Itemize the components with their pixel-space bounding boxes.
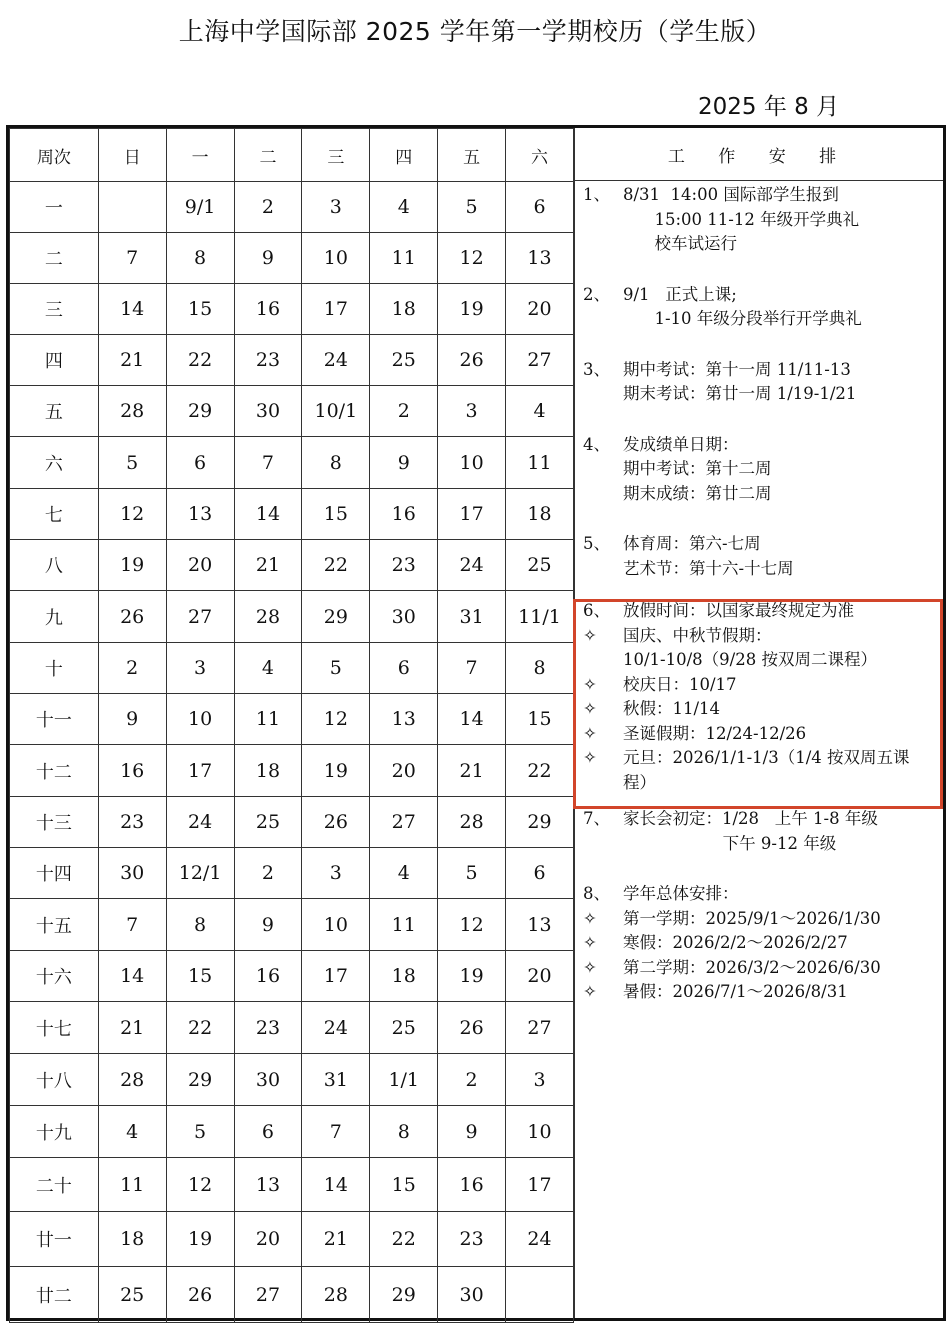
bullet-item bbox=[583, 673, 943, 698]
day-cell: 27 bbox=[506, 335, 574, 386]
day-cell: 20 bbox=[506, 951, 574, 1002]
note-line: 校车试运行 bbox=[623, 234, 737, 253]
day-cell: 24 bbox=[302, 335, 370, 386]
day-cell: 25 bbox=[370, 335, 438, 386]
sparkle-bullet-icon: ✧ bbox=[583, 748, 597, 767]
week-number: 六 bbox=[10, 437, 99, 489]
note-line: 秋假：11/14 bbox=[623, 699, 721, 718]
day-cell: 29 bbox=[166, 386, 234, 437]
day-cell: 4 bbox=[370, 182, 438, 233]
week-number: 十八 bbox=[10, 1054, 99, 1106]
day-cell: 26 bbox=[98, 591, 166, 643]
day-cell: 10 bbox=[166, 694, 234, 745]
note-line: 寒假：2026/2/2～2026/2/27 bbox=[623, 933, 848, 952]
day-cell: 10/1 bbox=[302, 386, 370, 437]
note-line: 期中考试：第十二周 bbox=[623, 459, 772, 478]
day-cell: 3 bbox=[438, 386, 506, 437]
item-number: 5、 bbox=[583, 534, 610, 553]
day-cell: 13 bbox=[166, 489, 234, 540]
day-cell: 27 bbox=[166, 591, 234, 643]
week-row bbox=[10, 437, 574, 489]
day-cell: 8 bbox=[166, 233, 234, 284]
day-cell: 5 bbox=[302, 643, 370, 694]
week-number: 十 bbox=[10, 643, 99, 694]
bullet-item bbox=[583, 722, 943, 747]
day-cell: 16 bbox=[370, 489, 438, 540]
week-number: 十六 bbox=[10, 951, 99, 1002]
day-cell: 11 bbox=[370, 899, 438, 951]
day-cell: 19 bbox=[438, 951, 506, 1002]
bullet-item bbox=[583, 931, 943, 956]
day-cell: 14 bbox=[98, 951, 166, 1002]
day-cell: 10 bbox=[438, 437, 506, 489]
day-cell: 12 bbox=[98, 489, 166, 540]
week-row bbox=[10, 1054, 574, 1106]
day-cell: 30 bbox=[234, 1054, 302, 1106]
day-cell: 2 bbox=[438, 1054, 506, 1106]
numbered-item bbox=[583, 433, 943, 507]
note-line: 第二学期：2026/3/2～2026/6/30 bbox=[623, 957, 881, 977]
note-line: 元旦：2026/1/1-1/3（1/4 按双周五课 bbox=[623, 748, 910, 767]
week-number: 九 bbox=[10, 591, 99, 643]
day-cell: 23 bbox=[234, 1002, 302, 1054]
day-cell: 8 bbox=[370, 1106, 438, 1158]
day-cell: 19 bbox=[438, 284, 506, 335]
day-cell: 17 bbox=[302, 951, 370, 1002]
day-cell: 2 bbox=[234, 182, 302, 233]
day-cell: 20 bbox=[234, 1212, 302, 1267]
day-cell: 5 bbox=[98, 437, 166, 489]
day-cell: 12 bbox=[166, 1158, 234, 1212]
day-cell: 3 bbox=[302, 848, 370, 899]
day-cell: 4 bbox=[234, 643, 302, 694]
header-day-wed: 三 bbox=[302, 129, 370, 182]
week-row bbox=[10, 233, 574, 284]
week-number: 十三 bbox=[10, 797, 99, 848]
day-cell: 14 bbox=[302, 1158, 370, 1212]
sparkle-bullet-icon: ✧ bbox=[583, 723, 597, 743]
day-cell: 2 bbox=[370, 386, 438, 437]
day-cell: 11 bbox=[234, 694, 302, 745]
note-line: 1-10 年级分段举行开学典礼 bbox=[623, 309, 862, 328]
note-line: 圣诞假期：12/24-12/26 bbox=[623, 723, 807, 743]
header-week: 周次 bbox=[10, 129, 99, 182]
spacer bbox=[575, 795, 943, 807]
bullet-item bbox=[583, 907, 943, 932]
day-cell: 12 bbox=[438, 899, 506, 951]
week-row bbox=[10, 745, 574, 797]
header-day-thu: 四 bbox=[370, 129, 438, 182]
numbered-item bbox=[583, 183, 943, 257]
header-day-mon: 一 bbox=[166, 129, 234, 182]
day-cell: 23 bbox=[234, 335, 302, 386]
week-row bbox=[10, 797, 574, 848]
day-cell: 18 bbox=[234, 745, 302, 797]
day-cell: 28 bbox=[234, 591, 302, 643]
day-cell: 21 bbox=[438, 745, 506, 797]
day-cell: 8 bbox=[302, 437, 370, 489]
day-cell bbox=[98, 182, 166, 233]
day-cell: 10 bbox=[302, 233, 370, 284]
day-cell: 28 bbox=[302, 1267, 370, 1323]
week-row bbox=[10, 1002, 574, 1054]
day-cell: 14 bbox=[98, 284, 166, 335]
week-row bbox=[10, 284, 574, 335]
bullet-item bbox=[583, 624, 943, 673]
day-cell: 28 bbox=[98, 386, 166, 437]
day-cell: 30 bbox=[234, 386, 302, 437]
day-cell: 29 bbox=[370, 1267, 438, 1323]
day-cell: 15 bbox=[370, 1158, 438, 1212]
bullet-item bbox=[583, 980, 943, 1005]
day-cell: 11 bbox=[506, 437, 574, 489]
day-cell: 29 bbox=[302, 591, 370, 643]
day-cell: 14 bbox=[234, 489, 302, 540]
item-number: 3、 bbox=[583, 359, 610, 379]
note-line: 学年总体安排： bbox=[623, 884, 739, 903]
day-cell: 25 bbox=[370, 1002, 438, 1054]
week-row bbox=[10, 951, 574, 1002]
week-row bbox=[10, 182, 574, 233]
day-cell: 15 bbox=[506, 694, 574, 745]
day-cell: 16 bbox=[98, 745, 166, 797]
day-cell: 18 bbox=[370, 951, 438, 1002]
day-cell: 21 bbox=[98, 335, 166, 386]
day-cell: 4 bbox=[370, 848, 438, 899]
day-cell: 7 bbox=[302, 1106, 370, 1158]
sparkle-bullet-icon: ✧ bbox=[583, 908, 597, 928]
day-cell: 7 bbox=[98, 233, 166, 284]
day-cell: 23 bbox=[438, 1212, 506, 1267]
day-cell: 27 bbox=[234, 1267, 302, 1323]
bullet-item bbox=[583, 697, 943, 722]
week-number: 十九 bbox=[10, 1106, 99, 1158]
numbered-item bbox=[583, 807, 943, 856]
calendar-table bbox=[6, 125, 946, 1321]
day-cell: 3 bbox=[302, 182, 370, 233]
day-cell: 8 bbox=[506, 643, 574, 694]
day-cell: 20 bbox=[370, 745, 438, 797]
day-cell: 19 bbox=[302, 745, 370, 797]
day-cell: 7 bbox=[98, 899, 166, 951]
day-cell: 3 bbox=[506, 1054, 574, 1106]
day-cell: 16 bbox=[234, 951, 302, 1002]
sparkle-bullet-icon: ✧ bbox=[583, 625, 597, 645]
day-cell: 4 bbox=[98, 1106, 166, 1158]
day-cell: 28 bbox=[438, 797, 506, 848]
week-number: 二 bbox=[10, 233, 99, 284]
day-cell: 13 bbox=[506, 233, 574, 284]
week-number: 八 bbox=[10, 540, 99, 591]
week-number: 十四 bbox=[10, 848, 99, 899]
day-cell: 19 bbox=[98, 540, 166, 591]
note-line: 8/31 14:00 国际部学生报到 bbox=[623, 185, 839, 204]
day-cell: 2 bbox=[98, 643, 166, 694]
item-number: 6、 bbox=[583, 601, 610, 620]
note-line: 发成绩单日期： bbox=[623, 434, 739, 454]
day-cell: 3 bbox=[166, 643, 234, 694]
page-title: 上海中学国际部 2025 学年第一学期校历（学生版） bbox=[178, 17, 772, 46]
day-cell: 23 bbox=[98, 797, 166, 848]
week-row bbox=[10, 643, 574, 694]
day-cell: 11/1 bbox=[506, 591, 574, 643]
day-cell: 17 bbox=[438, 489, 506, 540]
day-cell: 26 bbox=[438, 335, 506, 386]
header-day-sat: 六 bbox=[506, 129, 574, 182]
header-row bbox=[10, 129, 574, 182]
day-cell: 5 bbox=[166, 1106, 234, 1158]
spacer bbox=[575, 506, 943, 532]
numbered-item bbox=[583, 882, 943, 907]
notes-header: 工 作 安 排 bbox=[575, 128, 943, 181]
day-cell: 15 bbox=[166, 951, 234, 1002]
day-cell: 24 bbox=[438, 540, 506, 591]
day-cell: 1/1 bbox=[370, 1054, 438, 1106]
sparkle-bullet-icon: ✧ bbox=[583, 699, 597, 718]
week-row bbox=[10, 1158, 574, 1212]
day-cell: 6 bbox=[506, 848, 574, 899]
item-number: 4、 bbox=[583, 434, 610, 454]
bullet-item bbox=[583, 746, 943, 795]
numbered-item bbox=[583, 358, 943, 407]
note-line: 放假时间：以国家最终规定为准 bbox=[623, 601, 854, 620]
day-cell: 22 bbox=[302, 540, 370, 591]
item-number: 2、 bbox=[583, 284, 610, 304]
week-number: 五 bbox=[10, 386, 99, 437]
day-cell: 18 bbox=[98, 1212, 166, 1267]
day-cell: 30 bbox=[98, 848, 166, 899]
day-cell: 10 bbox=[506, 1106, 574, 1158]
header-day-sun: 日 bbox=[98, 129, 166, 182]
day-cell: 16 bbox=[438, 1158, 506, 1212]
day-cell: 22 bbox=[370, 1212, 438, 1267]
day-cell: 29 bbox=[506, 797, 574, 848]
day-cell: 22 bbox=[166, 1002, 234, 1054]
spacer bbox=[575, 407, 943, 433]
day-cell: 9/1 bbox=[166, 182, 234, 233]
day-cell: 5 bbox=[438, 182, 506, 233]
week-number: 十二 bbox=[10, 745, 99, 797]
note-line: 期末考试：第廿一周 1/19-1/21 bbox=[623, 384, 857, 403]
note-line: 程） bbox=[623, 772, 656, 792]
week-number: 三 bbox=[10, 284, 99, 335]
note-line: 下午 9-12 年级 bbox=[623, 833, 837, 853]
week-row bbox=[10, 694, 574, 745]
numbered-item bbox=[583, 283, 943, 332]
day-cell: 25 bbox=[506, 540, 574, 591]
week-number: 二十 bbox=[10, 1158, 99, 1212]
week-row bbox=[10, 386, 574, 437]
day-cell: 18 bbox=[506, 489, 574, 540]
day-cell: 11 bbox=[370, 233, 438, 284]
day-cell: 25 bbox=[98, 1267, 166, 1323]
day-cell: 25 bbox=[234, 797, 302, 848]
note-line: 校庆日：10/17 bbox=[623, 674, 737, 694]
day-cell: 30 bbox=[438, 1267, 506, 1323]
spacer bbox=[575, 257, 943, 283]
item-number: 8、 bbox=[583, 884, 610, 903]
note-line: 艺术节：第十六-十七周 bbox=[623, 558, 794, 578]
week-number: 七 bbox=[10, 489, 99, 540]
note-line: 体育周：第六-七周 bbox=[623, 534, 761, 553]
note-line: 9/1 正式上课; bbox=[623, 284, 737, 304]
week-row bbox=[10, 1106, 574, 1158]
sparkle-bullet-icon: ✧ bbox=[583, 933, 597, 952]
week-row bbox=[10, 489, 574, 540]
note-line: 暑假：2026/7/1～2026/8/31 bbox=[623, 982, 848, 1001]
day-cell: 13 bbox=[234, 1158, 302, 1212]
note-line: 家长会初定：1/28 上午 1-8 年级 bbox=[623, 809, 878, 828]
day-cell: 15 bbox=[166, 284, 234, 335]
day-cell: 26 bbox=[438, 1002, 506, 1054]
spacer bbox=[575, 856, 943, 882]
day-cell: 9 bbox=[438, 1106, 506, 1158]
week-row bbox=[10, 591, 574, 643]
numbered-item bbox=[583, 599, 943, 624]
day-cell: 21 bbox=[98, 1002, 166, 1054]
notes-list bbox=[575, 181, 943, 1005]
note-line: 期末成绩：第廿二周 bbox=[623, 483, 772, 503]
day-cell: 5 bbox=[438, 848, 506, 899]
day-cell: 17 bbox=[506, 1158, 574, 1212]
day-cell: 31 bbox=[438, 591, 506, 643]
day-cell: 15 bbox=[302, 489, 370, 540]
note-line: 国庆、中秋节假期： bbox=[623, 625, 772, 645]
week-number: 十一 bbox=[10, 694, 99, 745]
week-number: 一 bbox=[10, 182, 99, 233]
week-number: 十五 bbox=[10, 899, 99, 951]
numbered-item bbox=[583, 532, 943, 581]
week-number: 廿一 bbox=[10, 1212, 99, 1267]
day-cell: 9 bbox=[370, 437, 438, 489]
day-cell: 9 bbox=[98, 694, 166, 745]
day-cell: 7 bbox=[438, 643, 506, 694]
day-cell: 10 bbox=[302, 899, 370, 951]
sparkle-bullet-icon: ✧ bbox=[583, 982, 597, 1001]
day-cell: 6 bbox=[506, 182, 574, 233]
week-row bbox=[10, 848, 574, 899]
item-number: 1、 bbox=[583, 185, 610, 204]
day-cell: 26 bbox=[302, 797, 370, 848]
day-cell: 16 bbox=[234, 284, 302, 335]
week-grid bbox=[9, 128, 574, 1323]
sparkle-bullet-icon: ✧ bbox=[583, 957, 597, 977]
week-number: 十七 bbox=[10, 1002, 99, 1054]
week-row bbox=[10, 1212, 574, 1267]
day-cell: 22 bbox=[506, 745, 574, 797]
sparkle-bullet-icon: ✧ bbox=[583, 674, 597, 694]
week-row bbox=[10, 540, 574, 591]
note-line: 第一学期：2025/9/1～2026/1/30 bbox=[623, 908, 881, 928]
day-cell: 6 bbox=[234, 1106, 302, 1158]
note-line: 期中考试：第十一周 11/11-13 bbox=[623, 359, 851, 379]
day-cell: 31 bbox=[302, 1054, 370, 1106]
day-cell: 21 bbox=[234, 540, 302, 591]
bullet-item bbox=[583, 956, 943, 981]
day-cell: 2 bbox=[234, 848, 302, 899]
day-cell: 27 bbox=[370, 797, 438, 848]
day-cell: 20 bbox=[506, 284, 574, 335]
day-cell: 8 bbox=[166, 899, 234, 951]
day-cell: 4 bbox=[506, 386, 574, 437]
day-cell: 28 bbox=[98, 1054, 166, 1106]
day-cell: 30 bbox=[370, 591, 438, 643]
day-cell: 6 bbox=[166, 437, 234, 489]
day-cell: 26 bbox=[166, 1267, 234, 1323]
week-row bbox=[10, 335, 574, 386]
week-number: 四 bbox=[10, 335, 99, 386]
week-row bbox=[10, 899, 574, 951]
week-number: 廿二 bbox=[10, 1267, 99, 1323]
day-cell: 11 bbox=[98, 1158, 166, 1212]
day-cell bbox=[506, 1267, 574, 1323]
day-cell: 20 bbox=[166, 540, 234, 591]
header-day-fri: 五 bbox=[438, 129, 506, 182]
day-cell: 18 bbox=[370, 284, 438, 335]
day-cell: 13 bbox=[506, 899, 574, 951]
day-cell: 19 bbox=[166, 1212, 234, 1267]
day-cell: 12/1 bbox=[166, 848, 234, 899]
day-cell: 14 bbox=[438, 694, 506, 745]
day-cell: 22 bbox=[166, 335, 234, 386]
month-label: 2025 年 8 月 bbox=[698, 94, 840, 120]
header-day-tue: 二 bbox=[234, 129, 302, 182]
day-cell: 12 bbox=[438, 233, 506, 284]
day-cell: 13 bbox=[370, 694, 438, 745]
day-cell: 6 bbox=[370, 643, 438, 694]
note-line: 10/1-10/8（9/28 按双周二课程） bbox=[623, 650, 877, 669]
day-cell: 24 bbox=[302, 1002, 370, 1054]
day-cell: 17 bbox=[302, 284, 370, 335]
day-cell: 23 bbox=[370, 540, 438, 591]
day-cell: 21 bbox=[302, 1212, 370, 1267]
day-cell: 9 bbox=[234, 899, 302, 951]
week-row bbox=[10, 1267, 574, 1323]
day-cell: 9 bbox=[234, 233, 302, 284]
day-cell: 17 bbox=[166, 745, 234, 797]
note-line: 15:00 11-12 年级开学典礼 bbox=[623, 209, 860, 229]
spacer bbox=[575, 332, 943, 358]
day-cell: 27 bbox=[506, 1002, 574, 1054]
item-number: 7、 bbox=[583, 809, 610, 828]
day-cell: 12 bbox=[302, 694, 370, 745]
day-cell: 7 bbox=[234, 437, 302, 489]
notes-column bbox=[574, 128, 943, 1318]
day-cell: 24 bbox=[166, 797, 234, 848]
day-cell: 24 bbox=[506, 1212, 574, 1267]
day-cell: 29 bbox=[166, 1054, 234, 1106]
